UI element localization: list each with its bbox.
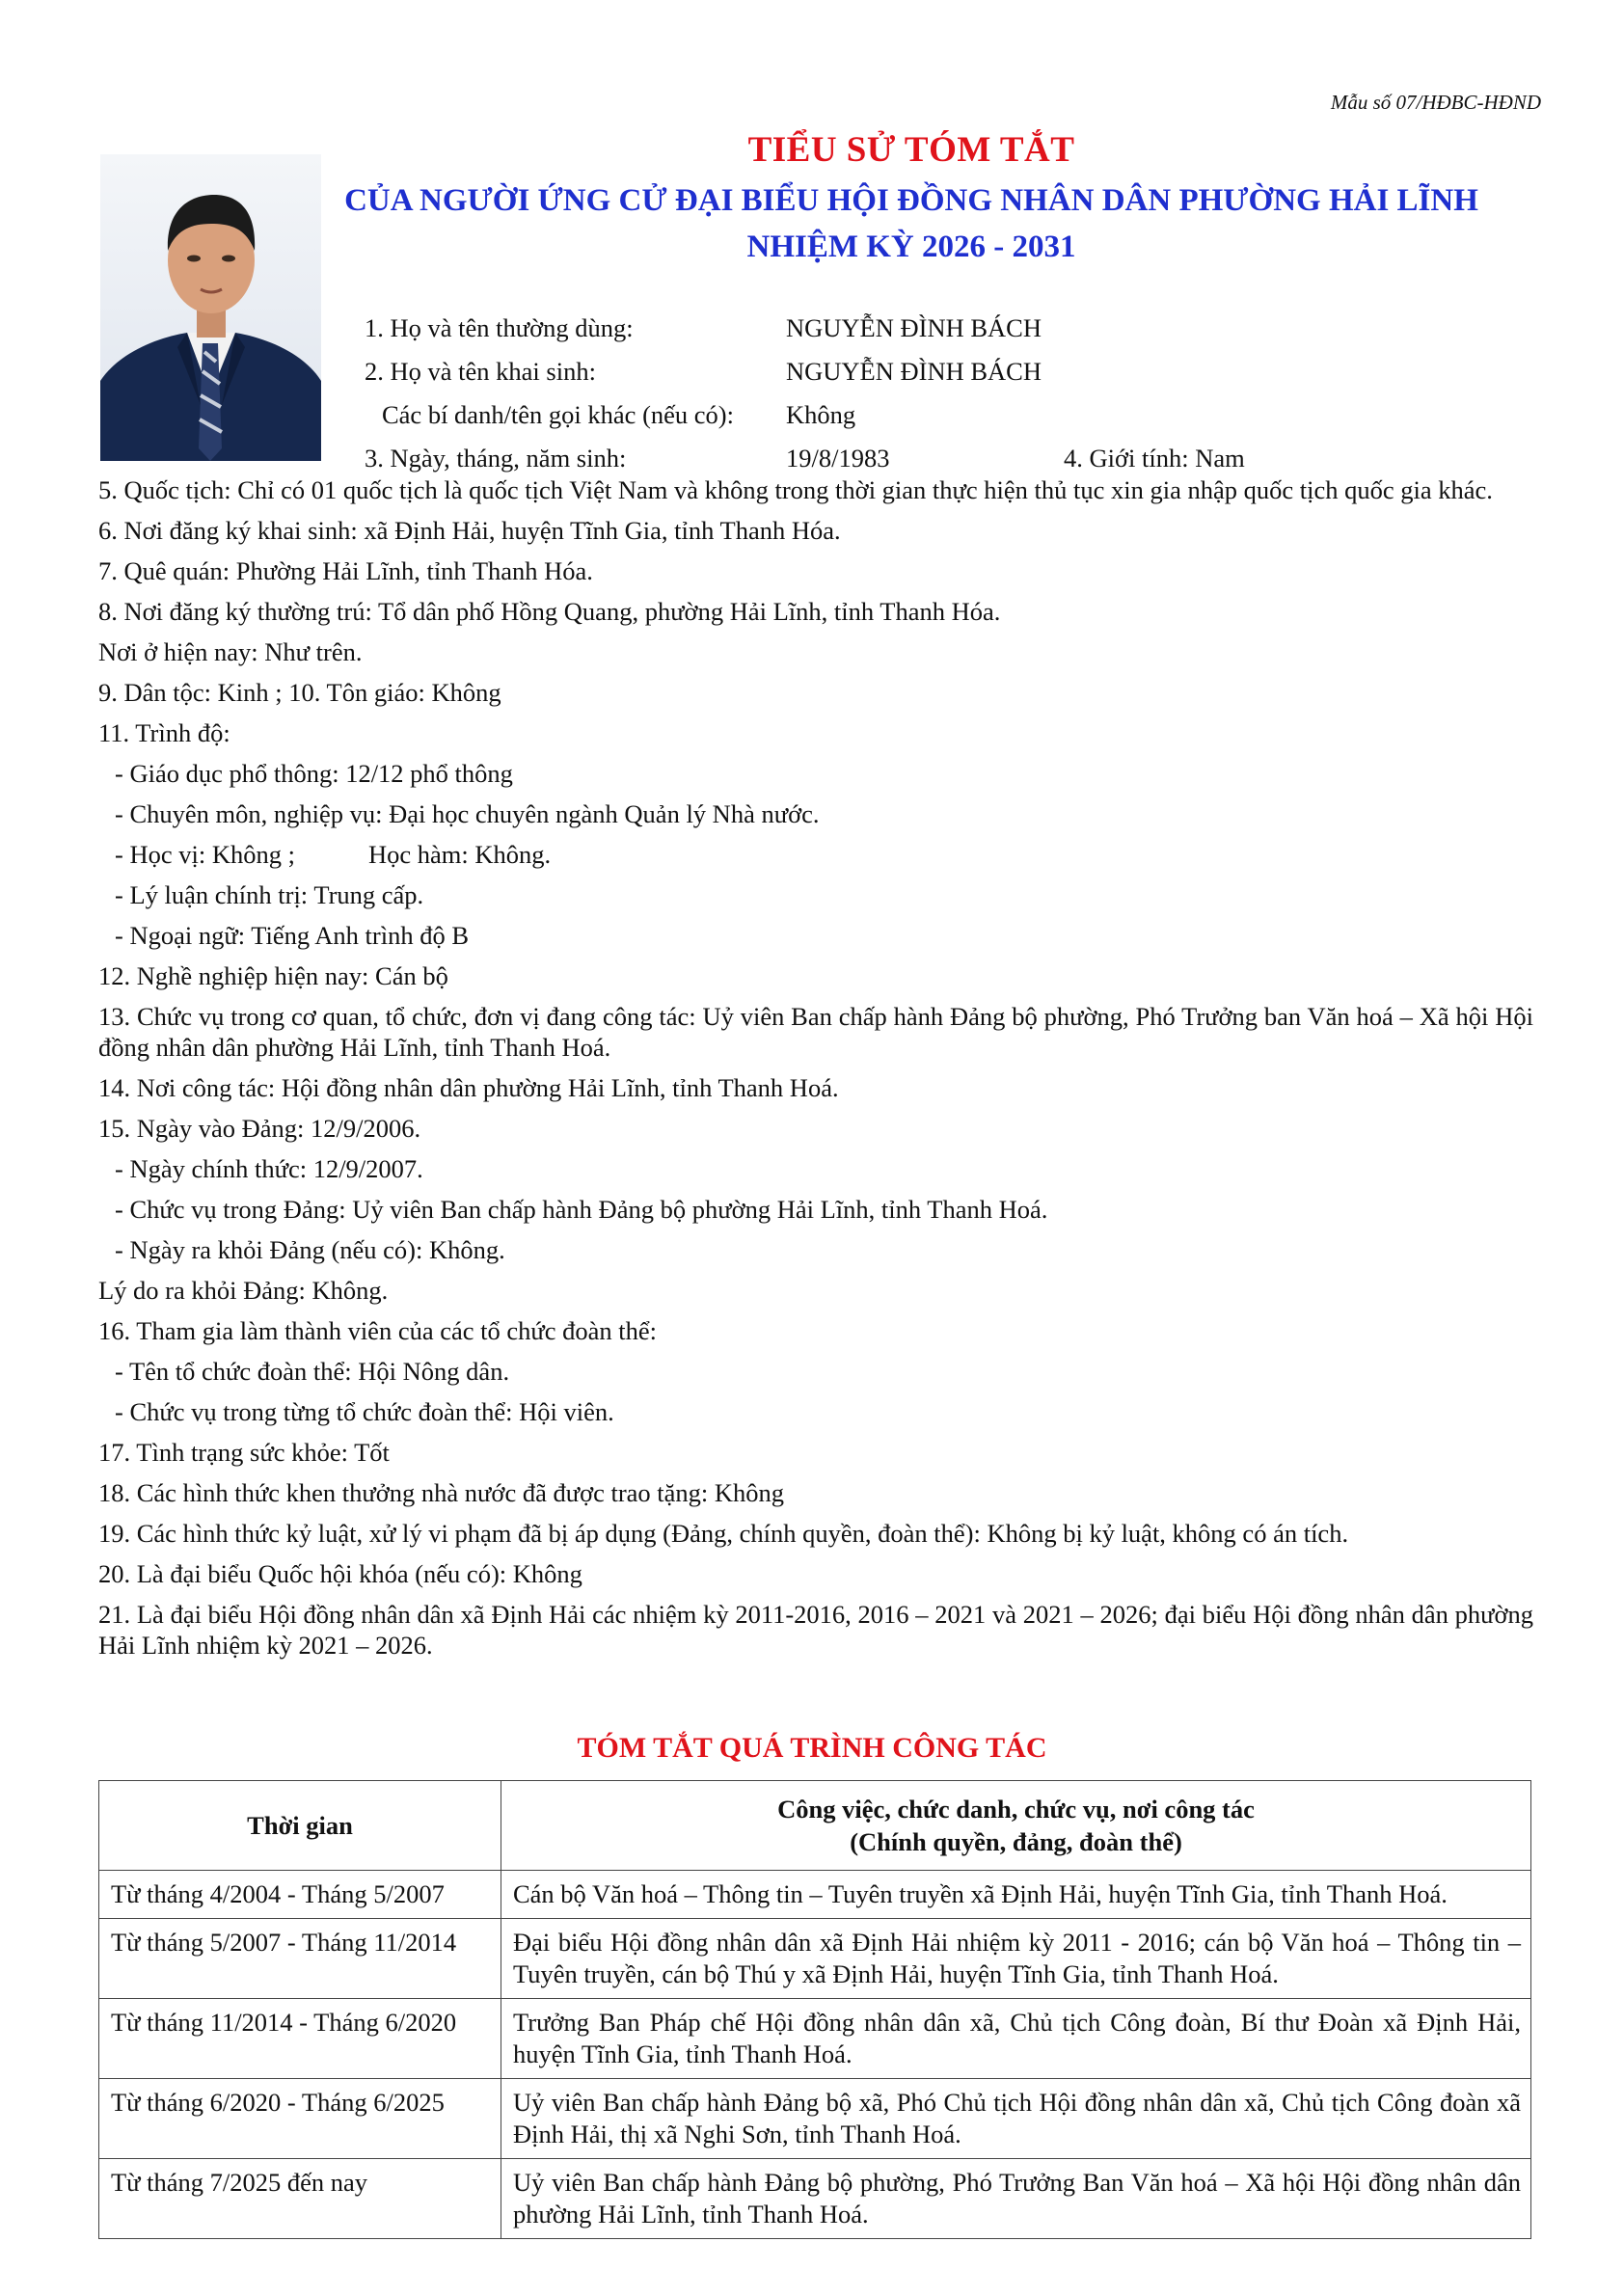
line-organization-name: - Tên tổ chức đoàn thể: Hội Nông dân. xyxy=(115,1357,510,1386)
line-permanent-residence: 8. Nơi đăng ký thường trú: Tổ dân phố Hồng Quang, phường Hải Lĩnh, tỉnh Thanh Hóa. xyxy=(98,597,1001,626)
table-row xyxy=(99,1871,1531,1919)
line-political-theory: - Lý luận chính trị: Trung cấp. xyxy=(115,880,424,909)
header-duty xyxy=(501,1781,1531,1871)
row-duty: Cán bộ Văn hoá – Thông tin – Tuyên truyền xã Định Hải, huyện Tĩnh Gia, tỉnh Thanh Hoá. xyxy=(501,1871,1531,1919)
table-row xyxy=(99,2079,1531,2159)
academic-title-text: Học hàm: Không. xyxy=(367,840,552,869)
line-ethnicity-religion: 9. Dân tộc: Kinh ; 10. Tôn giáo: Không xyxy=(98,678,501,707)
line-organization-role: - Chức vụ trong từng tổ chức đoàn thể: Hội viên. xyxy=(115,1397,614,1426)
line-hometown: 7. Quê quán: Phường Hải Lĩnh, tỉnh Thanh Hóa. xyxy=(98,556,593,585)
document-subtitle: CỦA NGƯỜI ỨNG CỬ ĐẠI BIỂU HỘI ĐỒNG NHÂN DÂN PHƯỜNG HẢI LĨNH xyxy=(344,183,1478,218)
field-value: 19/8/1983 xyxy=(786,444,890,473)
personal-info-block xyxy=(365,307,1245,480)
line-party-leave-reason: Lý do ra khỏi Đảng: Không. xyxy=(98,1276,389,1305)
row-duty: Uỷ viên Ban chấp hành Đảng bộ phường, Phó Trưởng Ban Văn hoá – Xã hội Hội đồng nhân dân phường Hải Lĩnh, tỉnh Thanh Hoá. xyxy=(501,2159,1531,2239)
header-duty-line1: Công việc, chức danh, chức vụ, nơi công tác xyxy=(777,1795,1255,1823)
line-council-terms: 21. Là đại biểu Hội đồng nhân dân xã Định Hải các nhiệm kỳ 2011-2016, 2016 – 2021 và 2021 – 2026; đại biểu Hội đồng nhân dân phường Hải Lĩnh nhiệm kỳ 2021 – 2026. xyxy=(98,1600,1533,1660)
field-label: Các bí danh/tên gọi khác (nếu có): xyxy=(382,400,734,429)
table-row xyxy=(99,1919,1531,1999)
biography-details xyxy=(98,474,1533,1670)
work-history-table xyxy=(98,1780,1531,2239)
line-awards: 18. Các hình thức khen thưởng nhà nước đã được trao tặng: Không xyxy=(98,1478,785,1507)
line-occupation: 12. Nghề nghiệp hiện nay: Cán bộ xyxy=(98,961,448,990)
field-label: 1. Họ và tên thường dùng: xyxy=(365,313,634,342)
field-value: NGUYỄN ĐÌNH BÁCH xyxy=(786,313,1042,342)
degree-text: - Học vị: Không ; xyxy=(115,840,295,869)
row-time: Từ tháng 6/2020 - Tháng 6/2025 xyxy=(99,2079,501,2159)
line-nationality: 5. Quốc tịch: Chỉ có 01 quốc tịch là quốc tịch Việt Nam và không trong thời gian thực hiện thủ tục xin gia nhập quốc tịch quốc gia khác. xyxy=(98,475,1493,504)
field-value: Không xyxy=(786,400,856,429)
line-health: 17. Tình trạng sức khỏe: Tốt xyxy=(98,1438,390,1467)
portrait-photo xyxy=(100,154,321,461)
field-birth-name xyxy=(365,350,1245,393)
line-specialization: - Chuyên môn, nghiệp vụ: Đại học chuyên ngành Quản lý Nhà nước. xyxy=(115,799,820,828)
work-summary-title: TÓM TẮT QUÁ TRÌNH CÔNG TÁC xyxy=(577,1732,1047,1764)
row-time: Từ tháng 11/2014 - Tháng 6/2020 xyxy=(99,1999,501,2079)
line-organizations-heading: 16. Tham gia làm thành viên của các tổ chức đoàn thể: xyxy=(98,1316,658,1345)
table-row xyxy=(99,1999,1531,2079)
line-discipline: 19. Các hình thức kỷ luật, xử lý vi phạm đã bị áp dụng (Đảng, chính quyền, đoàn thể): Không bị kỷ luật, không có án tích. xyxy=(98,1519,1349,1548)
line-general-education: - Giáo dục phổ thông: 12/12 phổ thông xyxy=(115,759,513,788)
line-workplace: 14. Nơi công tác: Hội đồng nhân dân phường Hải Lĩnh, tỉnh Thanh Hoá. xyxy=(98,1073,839,1102)
line-party-position: - Chức vụ trong Đảng: Uỷ viên Ban chấp hành Đảng bộ phường Hải Lĩnh, tỉnh Thanh Hoá. xyxy=(115,1195,1048,1224)
document-term: NHIỆM KỲ 2026 - 2031 xyxy=(746,230,1076,264)
form-number: Mẫu số 07/HĐBC-HĐND xyxy=(1330,91,1541,114)
header-time: Thời gian xyxy=(99,1781,501,1871)
line-current-residence: Nơi ở hiện nay: Như trên. xyxy=(98,637,363,666)
line-party-join-date: 15. Ngày vào Đảng: 12/9/2006. xyxy=(98,1114,421,1143)
field-value: NGUYỄN ĐÌNH BÁCH xyxy=(786,357,1042,386)
field-common-name xyxy=(365,307,1245,350)
table-header-row xyxy=(99,1781,1531,1871)
line-foreign-language: - Ngoại ngữ: Tiếng Anh trình độ B xyxy=(115,921,469,950)
line-qualifications-heading: 11. Trình độ: xyxy=(98,718,230,747)
row-duty: Trưởng Ban Pháp chế Hội đồng nhân dân xã, Chủ tịch Công đoàn, Bí thư Đoàn xã Định Hải, huyện Tĩnh Gia, tỉnh Thanh Hoá. xyxy=(501,1999,1531,2079)
line-degree xyxy=(98,839,1533,870)
line-party-official-date: - Ngày chính thức: 12/9/2007. xyxy=(115,1154,423,1183)
row-duty: Uỷ viên Ban chấp hành Đảng bộ xã, Phó Chủ tịch Hội đồng nhân dân xã, Chủ tịch Công đoàn xã Định Hải, thị xã Nghi Sơn, tỉnh Thanh Hoá. xyxy=(501,2079,1531,2159)
line-party-leave-date: - Ngày ra khỏi Đảng (nếu có): Không. xyxy=(115,1235,505,1264)
header-duty-line2: (Chính quyền, đảng, đoàn thể) xyxy=(850,1827,1182,1856)
field-label: 3. Ngày, tháng, năm sinh: xyxy=(365,444,627,473)
line-birth-registration: 6. Nơi đăng ký khai sinh: xã Định Hải, huyện Tĩnh Gia, tỉnh Thanh Hóa. xyxy=(98,516,841,545)
row-time: Từ tháng 4/2004 - Tháng 5/2007 xyxy=(99,1871,501,1919)
document-title: TIỂU SỬ TÓM TẮT xyxy=(747,130,1075,170)
row-time: Từ tháng 7/2025 đến nay xyxy=(99,2159,501,2239)
row-duty: Đại biểu Hội đồng nhân dân xã Định Hải nhiệm kỳ 2011 - 2016; cán bộ Văn hoá – Thông tin – Tuyên truyền, cán bộ Thú y xã Định Hải, huyện Tĩnh Gia, tỉnh Thanh Hoá. xyxy=(501,1919,1531,1999)
field-label: 2. Họ và tên khai sinh: xyxy=(365,357,596,386)
line-national-assembly: 20. Là đại biểu Quốc hội khóa (nếu có): Không xyxy=(98,1559,582,1588)
table-row xyxy=(99,2159,1531,2239)
portrait-illustration xyxy=(100,154,321,461)
line-current-position: 13. Chức vụ trong cơ quan, tổ chức, đơn vị đang công tác: Uỷ viên Ban chấp hành Đảng bộ phường, Phó Trưởng ban Văn hoá – Xã hội Hội đồng nhân dân phường Hải Lĩnh, tỉnh Thanh Hoá. xyxy=(98,1002,1533,1062)
field-gender: 4. Giới tính: Nam xyxy=(1064,444,1245,473)
field-aliases xyxy=(365,393,1245,437)
row-time: Từ tháng 5/2007 - Tháng 11/2014 xyxy=(99,1919,501,1999)
